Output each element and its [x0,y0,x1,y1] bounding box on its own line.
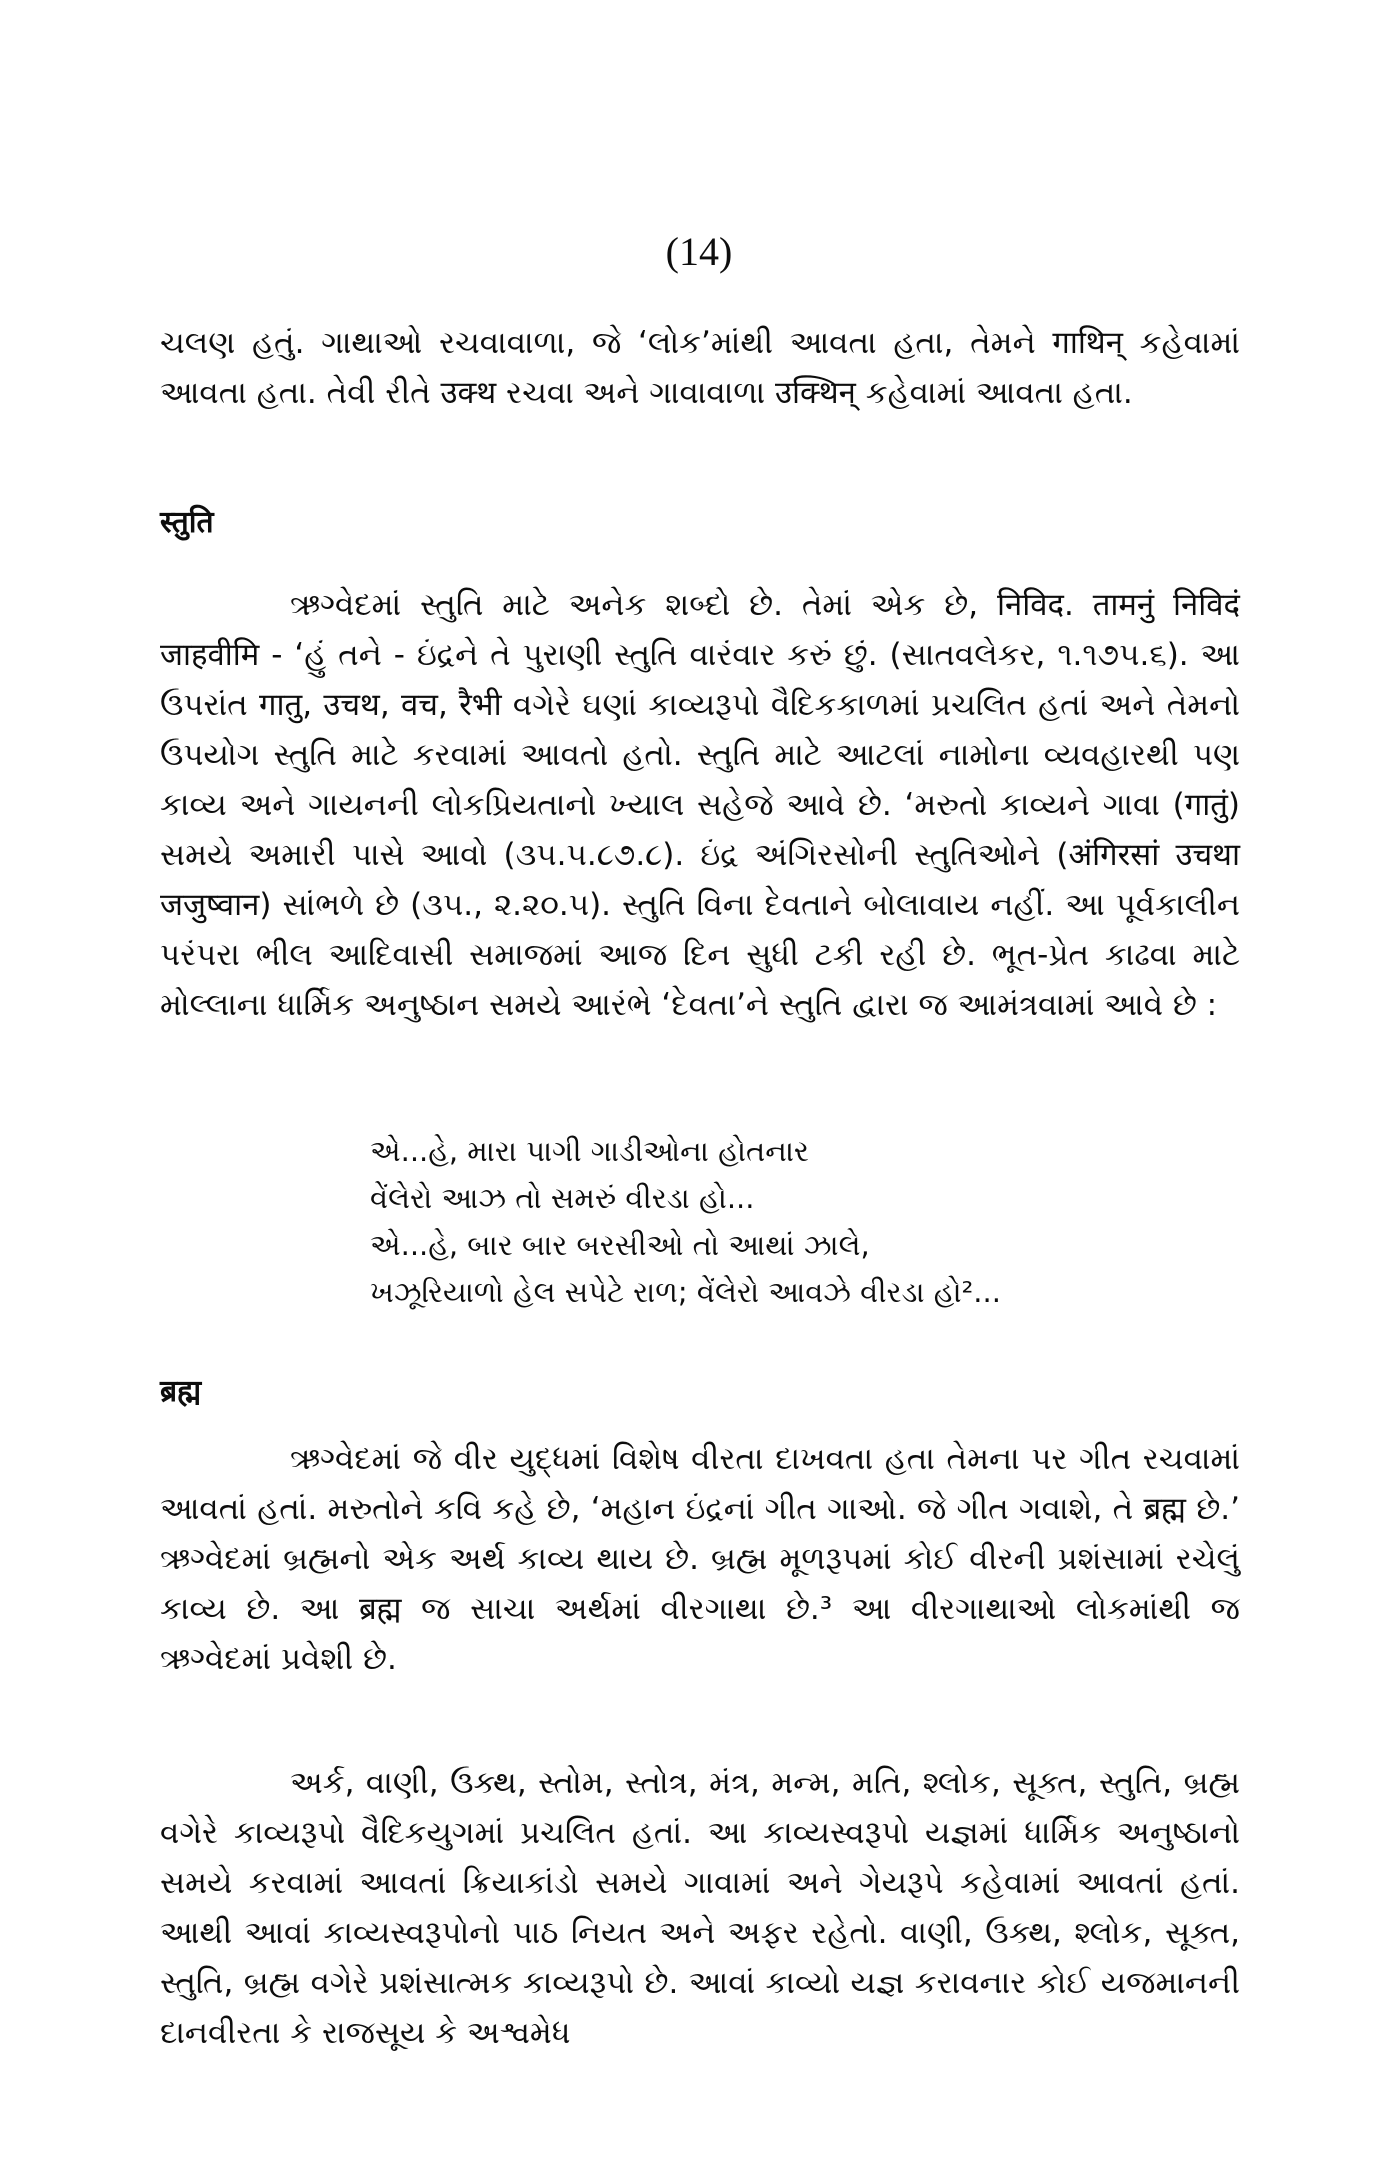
intro-paragraph-text: ચલણ હતું. ગાથાઓ રચવાવાળા, જે ‘લોક’માંથી આવતા હતા, તેમને गाथिन् કહેવામાં આવતા હતા. તેવી રીતે उक्थ રચવા અને ગાવાવાળા उक्थिन् કહેવામાં આવતા હતા. [160,325,1240,411]
closing-paragraph-text: અર્ક, વાણી, ઉક્થ, સ્તોમ, સ્તોત્ર, મંત્ર, મન્મ, મતિ, શ્લોક, સૂક્ત, સ્તુતિ, બ્રહ્મ વગેરે કાવ્યરૂપો વૈદિકયુગમાં પ્રચલિત હતાં. આ કાવ્યસ્વરૂપો યજ્ઞમાં ધાર્મિક અનુષ્ઠાનો સમયે કરવામાં આવતાં ક્રિયાકાંડો સમયે ગાવામાં અને ગેયરૂપે કહેવામાં આવતાં હતાં. આથી આવાં કાવ્યસ્વરૂપોનો પાઠ નિયત અને અફર રહેતો. વાણી, ઉક્થ, શ્લોક, સૂક્ત, સ્તુતિ, બ્રહ્મ વગેરે પ્રશંસાત્મક કાવ્યરૂપો છે. આવાં કાવ્યો યજ્ઞ કરાવનાર કોઈ યજમાનની દાનવીરતા કે રાજસૂય કે અશ્વમેધ [160,1765,1240,2051]
verse-line: એ...હે, મારા પાગી ગાડીઓના હોતનાર [370,1134,809,1168]
brahma-paragraph [160,1434,1240,1684]
intro-paragraph [160,318,1240,418]
verse-line: એ...હે, બાર બાર બરસીઓ તો આથાં ઝાલે, [370,1228,870,1262]
section-heading-brahma: ब्रह्म [160,1374,202,1409]
stuti-paragraph [160,580,1240,1030]
folk-verse [370,1128,1230,1316]
page-number: (14) [665,229,733,274]
brahma-paragraph-text: ઋગ્વેદમાં જે વીર યુદ્ધમાં વિશેષ વીરતા દાખવતા હતા તેમના પર ગીત રચવામાં આવતાં હતાં. મરુતોને કવિ કહે છે, ‘મહાન ઇંદ્રનાં ગીત ગાઓ. જે ગીત ગવાશે, તે ब्रह्म છે.’ ઋગ્વેદમાં બ્રહ્મનો એક અર્થ કાવ્ય થાય છે. બ્રહ્મ મૂળરૂપમાં કોઈ વીરની પ્રશંસામાં રચેલું કાવ્ય છે. આ ब्रह्म જ સાચા અર્થમાં વીરગાથા છે.³ આ વીરગાથાઓ લોકમાંથી જ ઋગ્વેદમાં પ્રવેશી છે. [160,1441,1240,1677]
verse-line: ખઝૂરિયાળો હેલ સપેટે રાળ; વેંલેરો આવઝે વીરડા હો²... [370,1275,1001,1309]
verse-line: વેંલેરો આઝ તો સમરું વીરડા હો... [370,1181,755,1215]
closing-paragraph [160,1758,1240,2058]
section-heading-stuti: स्तुति [160,505,214,540]
stuti-paragraph-text: ઋગ્વેદમાં સ્તુતિ માટે અનેક શબ્દો છે. તેમાં એક છે, निविद. तामनुं निविदं जाहवीमि - ‘હું તને - ઇંદ્રને તે પુરાણી સ્તુતિ વારંવાર કરું છું. (સાતવલેકર, ૧.૧૭૫.૬). આ ઉપરાંત गातु, उचथ, वच, रैभी વગેરે ઘણાં કાવ્યરૂપો વૈદિકકાળમાં પ્રચલિત હતાં અને તેમનો ઉપયોગ સ્તુતિ માટે કરવામાં આવતો હતો. સ્તુતિ માટે આટલાં નામોના વ્યવહારથી પણ કાવ્ય અને ગાયનની લોકપ્રિયતાનો ખ્યાલ સહેજે આવે છે. ‘મરુતો કાવ્યને ગાવા (गातुं) સમયે અમારી પાસે આવો (૩૫.૫.૮૭.૮). ઇંદ્ર અંગિરસોની સ્તુતિઓને (अंगिरसां उचथा जजुष्वान) સાંભળે છે (૩૫., ૨.૨૦.૫). સ્તુતિ વિના દેવતાને બોલાવાય નહીં. આ પૂર્વકાલીન પરંપરા ભીલ આદિવાસી સમાજમાં આજ દિન સુધી ટકી રહી છે. ભૂત-પ્રેત કાઢવા માટે મોલ્લાના ધાર્મિક અનુષ્ઠાન સમયે આરંભે ‘દેવતા’ને સ્તુતિ દ્વારા જ આમંત્રવામાં આવે છે : [160,587,1240,1023]
